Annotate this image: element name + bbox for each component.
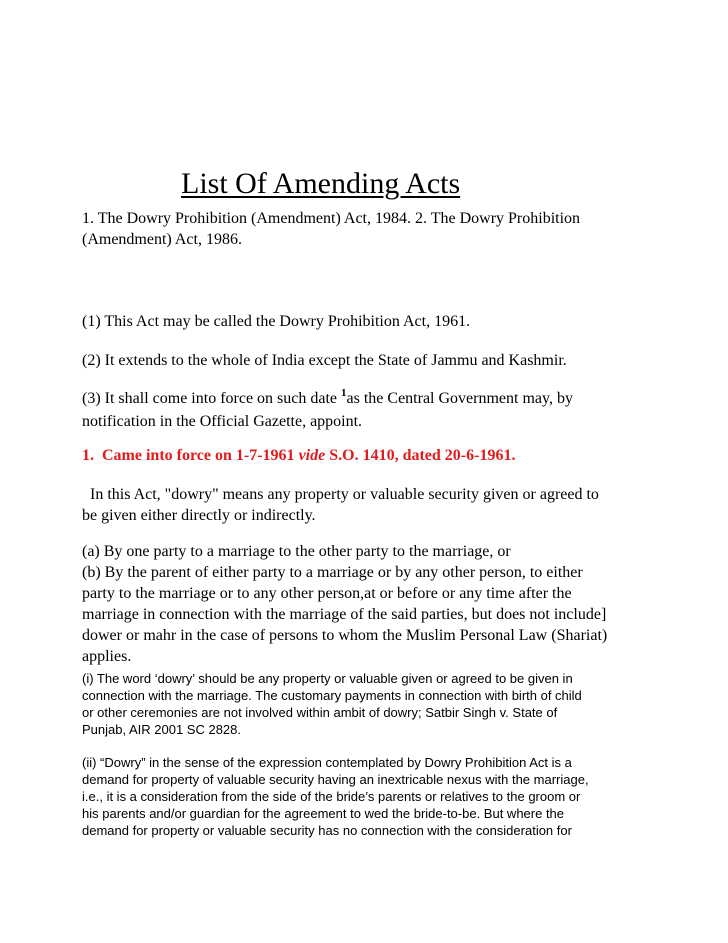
section-short-title <box>82 311 642 332</box>
section-text: (1) This Act may be called the Dowry Prohibition Act, 1961. <box>82 313 471 330</box>
section-text-start: (3) It shall come into force on such date <box>82 390 342 407</box>
note-line: demand for property or valuable security has no connection with the consideration for <box>82 823 572 838</box>
note-ii <box>82 754 648 839</box>
definition-paragraph <box>82 484 642 526</box>
section-extent <box>82 350 642 371</box>
footnote-number: 1. <box>82 447 94 464</box>
clause-a: (a) By one party to a marriage to the other party to the marriage, or <box>82 543 511 560</box>
note-line: (ii) “Dowry” in the sense of the expression contemplated by Dowry Prohibition Act is a <box>82 755 572 770</box>
footnote-text: Came into force on 1-7-1961 <box>102 447 299 464</box>
amending-acts-paragraph <box>82 208 642 250</box>
section-text: notification in the Official Gazette, appoint. <box>82 413 363 430</box>
note-line: Punjab, AIR 2001 SC 2828. <box>82 722 242 737</box>
note-line: his parents and/or guardian for the agreement to wed the bride-to-be. But where the <box>82 806 565 821</box>
note-line: or other ceremonies are not involved within ambit of dowry; Satbir Singh v. State of <box>82 705 558 720</box>
footnote-reference[interactable]: 1 <box>341 387 347 399</box>
clause-b: marriage in connection with the marriage of the said parties, but does not include] <box>82 606 607 623</box>
page-title: List Of Amending Acts <box>181 167 461 200</box>
note-line: (i) The word ‘dowry’ should be any property or valuable given or agreed to be given in <box>82 671 573 686</box>
footnote-text: S.O. 1410, dated 20-6-1961. <box>325 447 516 464</box>
amending-acts-line: 1. The Dowry Prohibition (Amendment) Act, 1984. 2. The Dowry Prohibition <box>82 210 581 227</box>
footnote-vide: vide <box>298 447 326 464</box>
note-line: connection with the marriage. The customary payments in connection with birth of child <box>82 688 582 703</box>
clause-b: dower or mahr in the case of persons to whom the Muslim Personal Law (Shariat) <box>82 627 608 644</box>
clause-b: party to the marriage or to any other person,at or before or any time after the <box>82 585 572 602</box>
note-i <box>82 670 648 738</box>
section-text <box>82 388 642 411</box>
section-commencement <box>82 388 642 432</box>
amending-acts-line: (Amendment) Act, 1986. <box>82 231 242 248</box>
clause-b: (b) By the parent of either party to a marriage or by any other person, to either <box>82 564 583 581</box>
definition-text: In this Act, "dowry" means any property or valuable security given or agreed to <box>82 486 599 503</box>
note-line: demand for property of valuable security having an inextricable nexus with the marriage, <box>82 772 589 787</box>
footnote <box>82 445 642 466</box>
clauses-paragraph <box>82 541 642 667</box>
section-text: (2) It extends to the whole of India except the State of Jammu and Kashmir. <box>82 352 567 369</box>
section-text-end: as the Central Government may, by <box>346 390 573 407</box>
definition-text: be given either directly or indirectly. <box>82 507 316 524</box>
clause-b: applies. <box>82 648 132 665</box>
note-line: i.e., it is a consideration from the side of the bride’s parents or relatives to the groom or <box>82 789 581 804</box>
